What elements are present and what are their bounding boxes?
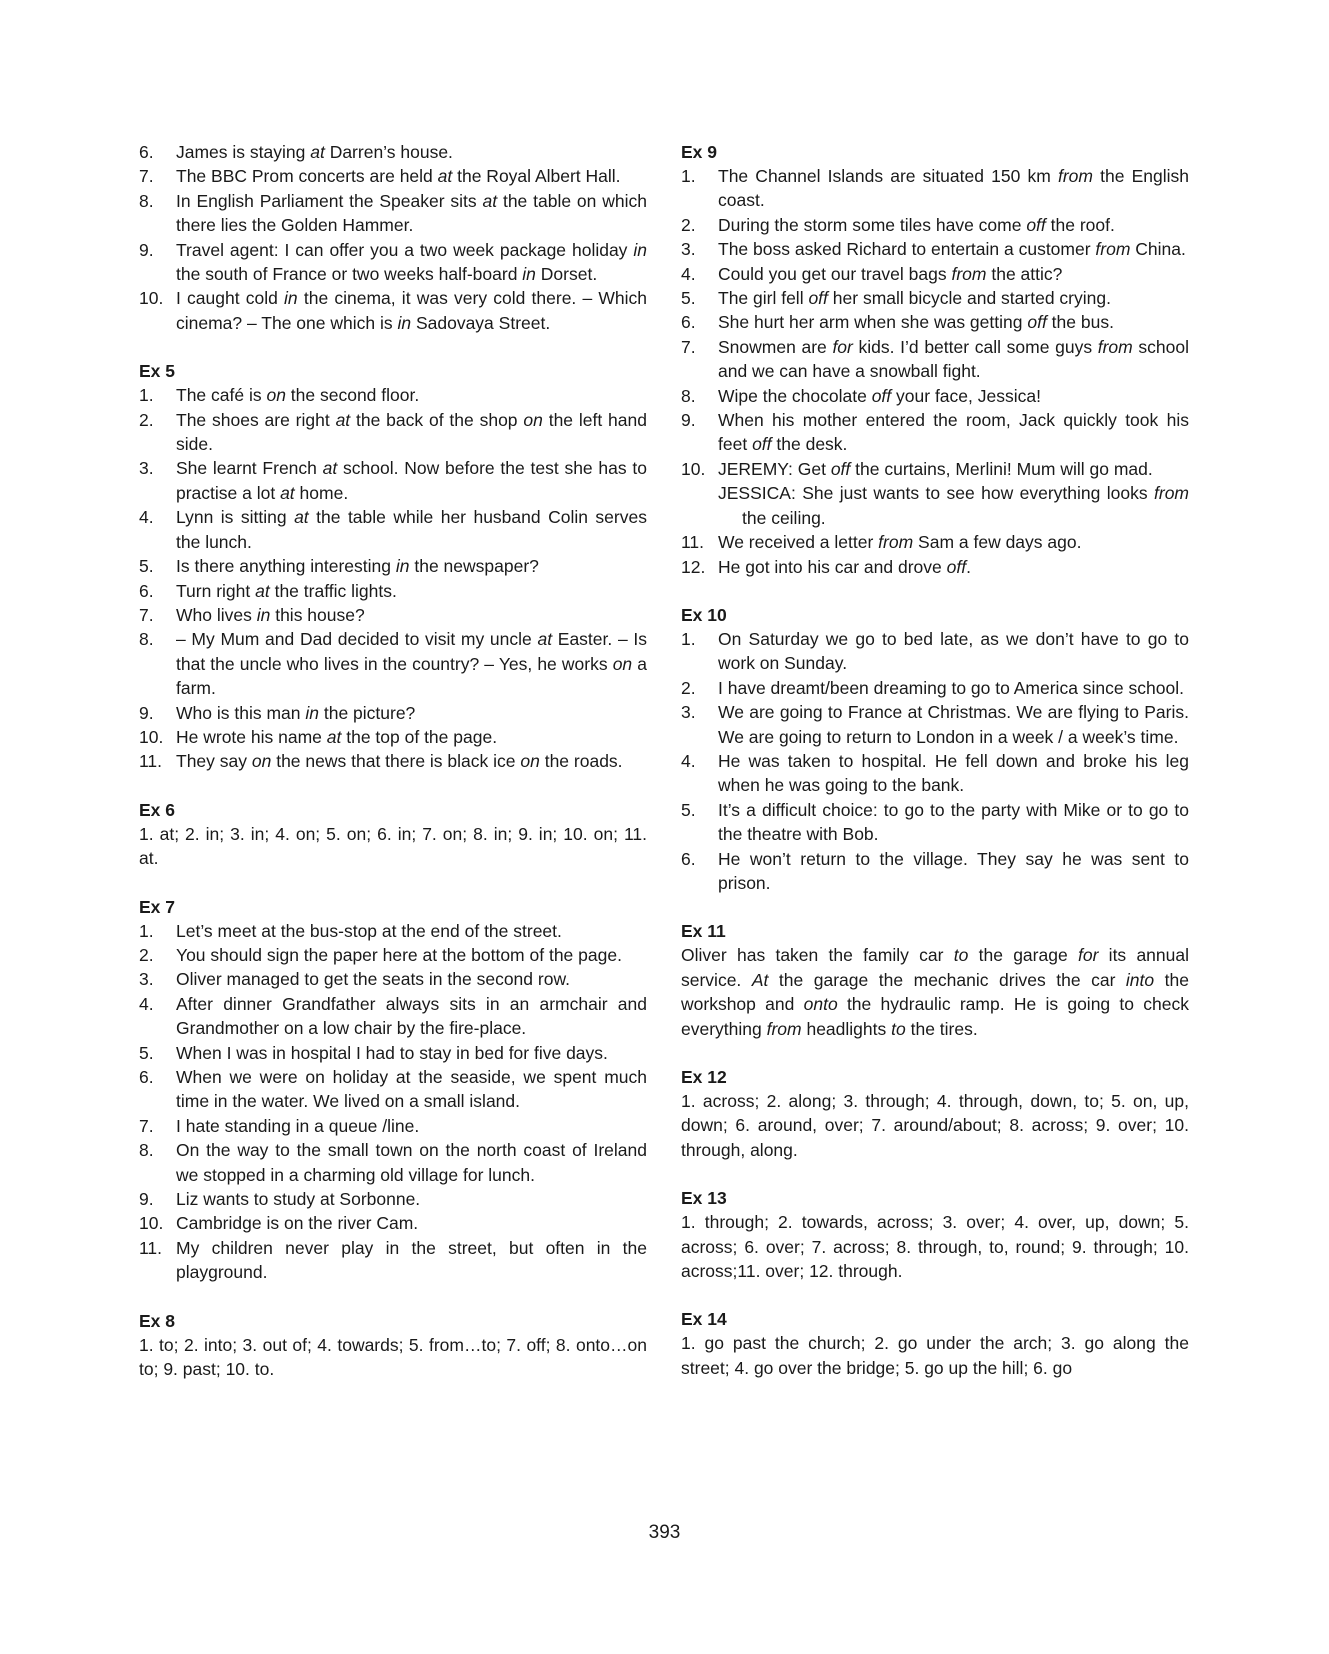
item-text: He was taken to hospital. He fell down and broke his leg when he was going to the bank.	[718, 750, 1189, 796]
list-item	[681, 700, 1189, 749]
item-number: 11.	[139, 751, 163, 772]
item-number: 3.	[139, 969, 154, 990]
list-item	[139, 701, 647, 725]
section-heading: Ex 8	[139, 1310, 175, 1331]
list-item	[681, 335, 1189, 384]
item-text: Lynn is sitting at the table while her husband Colin serves the lunch.	[176, 507, 647, 552]
item-text: It’s a difficult choice: to go to the party with Mike or to go to the theatre with Bob.	[718, 799, 1189, 845]
item-number: 4.	[681, 263, 696, 284]
list-item	[681, 798, 1189, 847]
item-number: 7.	[139, 604, 154, 625]
item-text: JEREMY: Get off the curtains, Merlini! Mum will go mad.	[718, 458, 1153, 479]
item-number: 8.	[139, 1140, 154, 1161]
list-item	[139, 1187, 647, 1211]
list-item	[139, 627, 647, 700]
right-column	[681, 140, 1189, 1404]
item-number: 6.	[139, 1067, 154, 1087]
list-item	[139, 1236, 647, 1285]
section-ex-9	[681, 140, 1189, 579]
list-item	[139, 579, 647, 603]
list-item	[139, 286, 647, 335]
item-number: 9.	[139, 702, 154, 723]
section-ex-6	[139, 798, 647, 871]
item-number: 10.	[139, 1213, 164, 1234]
list-item	[681, 555, 1189, 579]
section-heading: Ex 10	[681, 604, 727, 625]
item-number: 1.	[139, 385, 154, 406]
section-continued	[139, 140, 647, 335]
item-number: 9.	[139, 1189, 154, 1210]
list-item	[139, 408, 647, 457]
item-number: 7.	[681, 336, 696, 357]
item-number: 3.	[139, 458, 154, 479]
item-text: On Saturday we go to bed late, as we don’t have to go to work on Sunday.	[718, 628, 1189, 674]
section-heading: Ex 5	[139, 361, 175, 382]
item-number: 6.	[139, 580, 154, 601]
item-text: Who is this man in the picture?	[176, 702, 416, 723]
page-number: 393	[648, 1522, 681, 1543]
section-ex-7	[139, 895, 647, 1285]
item-number: 6.	[681, 312, 696, 333]
list-item	[139, 189, 647, 238]
item-number: 6.	[139, 142, 154, 162]
section-ex-13	[681, 1186, 1189, 1283]
item-text: He got into his car and drove off.	[718, 556, 971, 577]
answer-paragraph: 1. through; 2. towards, across; 3. over; 4. over, up, down; 5. across; 6. over; 7. across; 8. through, to, round; 9. through; 10. across;11. over; 12. through.	[681, 1212, 1189, 1282]
item-text: Let’s meet at the bus-stop at the end of the street.	[176, 920, 562, 941]
list-item	[139, 943, 647, 967]
list-item	[139, 1138, 647, 1187]
item-number: 4.	[681, 750, 696, 771]
section-ex-12	[681, 1065, 1189, 1162]
section-heading: Ex 9	[681, 142, 717, 162]
list-item	[681, 530, 1189, 554]
item-text: In English Parliament the Speaker sits at the table on which there lies the Golden Hammer.	[176, 190, 647, 236]
item-text: When I was in hospital I had to stay in bed for five days.	[176, 1042, 608, 1063]
item-text: Cambridge is on the river Cam.	[176, 1213, 419, 1234]
item-text: I caught cold in the cinema, it was very cold there. – Which cinema? – The one which is in Sadovaya Street.	[176, 288, 647, 333]
item-number: 4.	[139, 993, 154, 1014]
list-item	[139, 140, 647, 164]
item-text: Liz wants to study at Sorbonne.	[176, 1189, 421, 1210]
section-heading: Ex 12	[681, 1067, 727, 1087]
item-text: He wrote his name at the top of the page.	[176, 726, 498, 747]
item-number: 10.	[681, 458, 706, 479]
item-number: 11.	[139, 1237, 163, 1258]
item-number: 1.	[139, 920, 154, 941]
answer-paragraph: 1. across; 2. along; 3. through; 4. through, down, to; 5. on, up, down; 6. around, over; 7. around/about; 8. across; 9. over; 10. through, along.	[681, 1091, 1189, 1160]
left-column	[139, 140, 647, 1405]
item-number: 8.	[681, 385, 696, 406]
item-text: We received a letter from Sam a few days ago.	[718, 532, 1082, 553]
item-text: We are going to France at Christmas. We are flying to Paris. We are going to return to London in a week / a week’s time.	[718, 702, 1189, 747]
list-item	[681, 749, 1189, 798]
section-heading: Ex 14	[681, 1309, 727, 1330]
list-item	[139, 1041, 647, 1065]
list-item	[139, 749, 647, 773]
list-item	[681, 213, 1189, 237]
item-text: When his mother entered the room, Jack quickly took his feet off the desk.	[718, 410, 1189, 455]
item-number: 3.	[681, 239, 696, 260]
item-text: After dinner Grandfather always sits in an armchair and Grandmother on a low chair by the fire-place.	[176, 993, 647, 1039]
list-item	[139, 456, 647, 505]
section-ex-14	[681, 1307, 1189, 1380]
list-item	[681, 408, 1189, 457]
item-text: – My Mum and Dad decided to visit my uncle at Easter. – Is that the uncle who lives in the country? – Yes, he works on a farm.	[176, 629, 647, 699]
item-text: When we were on holiday at the seaside, we spent much time in the water. We lived on a small island.	[176, 1067, 647, 1112]
item-text: Snowmen are for kids. I’d better call some guys from school and we can have a snowball fight.	[718, 336, 1189, 382]
item-number: 10.	[139, 288, 164, 309]
item-text: On the way to the small town on the north coast of Ireland we stopped in a charming old village for lunch.	[176, 1140, 647, 1185]
list-item	[139, 725, 647, 749]
item-text: Could you get our travel bags from the attic?	[718, 263, 1063, 284]
section-ex-8	[139, 1309, 647, 1382]
answer-paragraph: 1. at; 2. in; 3. in; 4. on; 5. on; 6. in; 7. on; 8. in; 9. in; 10. on; 11. at.	[139, 823, 647, 869]
item-text: They say on the news that there is black ice on the roads.	[176, 751, 623, 772]
item-text: She learnt French at school. Now before the test she has to practise a lot at home.	[176, 458, 647, 503]
item-text: She hurt her arm when she was getting off the bus.	[718, 312, 1114, 333]
section-heading: Ex 11	[681, 921, 726, 942]
answer-paragraph: Oliver has taken the family car to the garage for its annual service. At the garage the mechanic drives the car into the workshop and onto the hydraulic ramp. He is going to check everything from headlights to the tires.	[681, 945, 1190, 1039]
item-text: During the storm some tiles have come off the roof.	[718, 214, 1115, 235]
item-number: 12.	[681, 556, 706, 577]
item-number: 7.	[139, 166, 154, 187]
item-text: The shoes are right at the back of the shop on the left hand side.	[176, 409, 647, 455]
item-number: 1.	[681, 166, 696, 186]
item-text: Oliver managed to get the seats in the second row.	[176, 969, 570, 990]
list-item	[139, 505, 647, 554]
item-text: Wipe the chocolate off your face, Jessica!	[718, 385, 1041, 406]
item-number: 8.	[139, 190, 154, 211]
list-item	[681, 384, 1189, 408]
item-text: Is there anything interesting in the newspaper?	[176, 556, 539, 577]
item-number: 2.	[681, 214, 696, 235]
item-number: 2.	[139, 409, 154, 430]
item-number: 9.	[139, 239, 154, 260]
item-number: 6.	[681, 848, 696, 869]
list-item	[681, 310, 1189, 334]
item-text: The BBC Prom concerts are held at the Royal Albert Hall.	[176, 166, 621, 187]
item-number: 5.	[681, 288, 696, 309]
item-number: 7.	[139, 1115, 154, 1136]
item-text: You should sign the paper here at the bottom of the page.	[176, 944, 622, 965]
section-heading: Ex 7	[139, 896, 175, 917]
item-number: 9.	[681, 410, 696, 431]
list-item	[139, 1065, 647, 1114]
item-number: 5.	[139, 556, 154, 577]
list-item	[139, 992, 647, 1041]
list-item	[139, 383, 647, 407]
item-number: 4.	[139, 507, 154, 528]
item-text: My children never play in the street, but often in the playground.	[176, 1237, 647, 1283]
list-item	[681, 237, 1189, 261]
item-number: 10.	[139, 726, 164, 747]
item-text: JESSICA: She just wants to see how everything looks from the ceiling.	[718, 483, 1189, 528]
item-number: 5.	[139, 1042, 154, 1063]
list-item	[139, 164, 647, 188]
section-heading: Ex 6	[139, 799, 175, 820]
item-number: 5.	[681, 799, 696, 820]
item-number: 11.	[681, 532, 705, 553]
answer-paragraph: 1. to; 2. into; 3. out of; 4. towards; 5. from…to; 7. off; 8. onto…on to; 9. past; 10. to.	[139, 1334, 647, 1380]
list-item	[681, 676, 1189, 700]
list-item	[681, 627, 1189, 676]
item-number: 2.	[681, 677, 696, 698]
section-heading: Ex 13	[681, 1188, 727, 1209]
section-ex-10	[681, 603, 1189, 895]
item-number: 3.	[681, 702, 696, 723]
list-item	[681, 262, 1189, 286]
item-text: Travel agent: I can offer you a two week package holiday in the south of France or two weeks half-board in Dorset.	[176, 239, 647, 285]
list-item	[139, 554, 647, 578]
item-text: He won’t return to the village. They say he was sent to prison.	[718, 848, 1189, 893]
answer-paragraph: 1. go past the church; 2. go under the arch; 3. go along the street; 4. go over the bridge; 5. go up the hill; 6. go	[681, 1333, 1189, 1378]
list-item	[139, 603, 647, 627]
list-item	[139, 967, 647, 991]
item-number: 8.	[139, 629, 154, 650]
item-text: The boss asked Richard to entertain a customer from China.	[718, 239, 1186, 260]
item-text: James is staying at Darren’s house.	[176, 142, 453, 162]
item-text: The café is on the second floor.	[176, 385, 420, 406]
list-item	[139, 1211, 647, 1235]
item-text: The girl fell off her small bicycle and started crying.	[718, 288, 1111, 309]
item-text: I have dreamt/been dreaming to go to America since school.	[718, 677, 1184, 698]
list-item	[681, 481, 1189, 530]
list-item	[139, 919, 647, 943]
list-item	[139, 1114, 647, 1138]
list-item	[681, 457, 1189, 481]
item-number: 1.	[681, 628, 696, 649]
list-item	[681, 286, 1189, 310]
item-text: Who lives in this house?	[176, 604, 365, 625]
item-number: 2.	[139, 944, 154, 965]
item-text: The Channel Islands are situated 150 km from the English coast.	[718, 166, 1189, 211]
section-ex-11	[681, 919, 1189, 1041]
list-item	[681, 847, 1189, 896]
list-item	[139, 238, 647, 287]
list-item	[681, 164, 1189, 213]
item-text: I hate standing in a queue /line.	[176, 1115, 420, 1136]
section-ex-5	[139, 359, 647, 774]
item-text: Turn right at the traffic lights.	[176, 580, 397, 601]
